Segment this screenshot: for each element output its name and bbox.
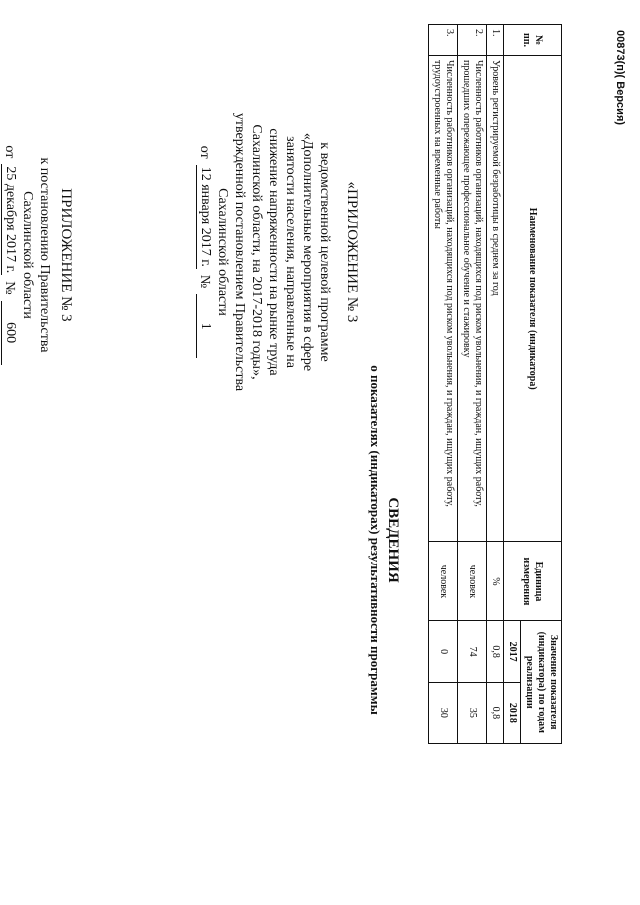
document-subtitle: о показателях (индикаторах) результативности программы — [368, 365, 383, 715]
cell-2017: 74 — [458, 621, 487, 682]
table-row — [429, 25, 458, 744]
appendix-2-title: «ПРИЛОЖЕНИЕ № 3 — [344, 181, 360, 323]
appendix-1-title: ПРИЛОЖЕНИЕ № 3 — [58, 188, 74, 322]
cell-unit: % — [487, 542, 504, 621]
appendix-2-line: утвержденной постановлением Правительства — [232, 112, 247, 392]
cell-2017: 0,8 — [487, 621, 504, 682]
appendix-2-no-label: № — [197, 274, 212, 289]
appendix-2-line: «Дополнительные мероприятия в сфере — [300, 132, 315, 372]
document-heading — [367, 260, 402, 820]
appendix-2-line: к ведомственной целевой программе — [317, 142, 332, 362]
appendix-1-line-1: к постановлению Правительства — [37, 157, 52, 353]
appendix-1-number: 600 — [1, 301, 19, 365]
header-values-group: Значение показателя (индикатора) по годам реализации — [521, 621, 562, 744]
cell-2018: 30 — [429, 682, 458, 743]
cell-name: Уровень регистрируемой безработицы в среднем за год — [487, 56, 504, 542]
cell-name: Численность работников организаций, находящихся под риском увольнения, и граждан, ищущих работу, прошедших опережающее профессиональное обучение и стажировку — [458, 56, 487, 542]
cell-name: Численность работников организаций, находящихся под риском увольнения, и граждан, ищущих работу, трудоустроенных на временные работы — [429, 56, 458, 542]
cell-2018: 35 — [458, 682, 487, 743]
appendix-2-from-label: от — [197, 145, 212, 159]
cell-num: 1. — [487, 25, 504, 56]
table-row — [458, 25, 487, 744]
appendix-block-1 — [1, 130, 74, 380]
appendix-2-line: Сахалинской области — [215, 188, 230, 316]
appendix-block-2 — [196, 72, 360, 432]
header-unit: Единица измерения — [504, 542, 562, 621]
header-2018: 2018 — [504, 682, 521, 743]
header-name: Наименование показателя (индикатора) — [504, 56, 562, 542]
cell-num: 3. — [429, 25, 458, 56]
appendix-1-date: 25 декабря 2017 г. — [3, 166, 18, 274]
cell-2018: 0,8 — [487, 682, 504, 743]
table-row — [487, 25, 504, 744]
indicators-table — [428, 24, 562, 744]
appendix-1-from-label: от — [2, 145, 17, 159]
appendix-1-no-label: № — [2, 281, 17, 295]
appendix-2-number: 1 — [196, 294, 214, 358]
appendix-2-line: Сахалинской области, на 2017-2018 годы», — [249, 124, 264, 380]
cell-num: 2. — [458, 25, 487, 56]
header-2017: 2017 — [504, 621, 521, 682]
cell-unit: человек — [458, 542, 487, 621]
table-header-row — [521, 25, 562, 744]
appendix-1-line-2: Сахалинской области — [20, 191, 35, 319]
document-title: СВЕДЕНИЯ — [385, 497, 401, 583]
appendix-2-date: 12 января 2017 г. — [198, 166, 213, 267]
cell-unit: человек — [429, 542, 458, 621]
document-footer-code: 00873(п)( Версия) — [614, 30, 626, 126]
appendix-2-line: снижение напряженности на рынке труда — [266, 128, 281, 376]
header-num: № пп. — [504, 25, 562, 56]
cell-2017: 0 — [429, 621, 458, 682]
appendix-2-line: занятости населения, направленные на — [283, 136, 298, 368]
